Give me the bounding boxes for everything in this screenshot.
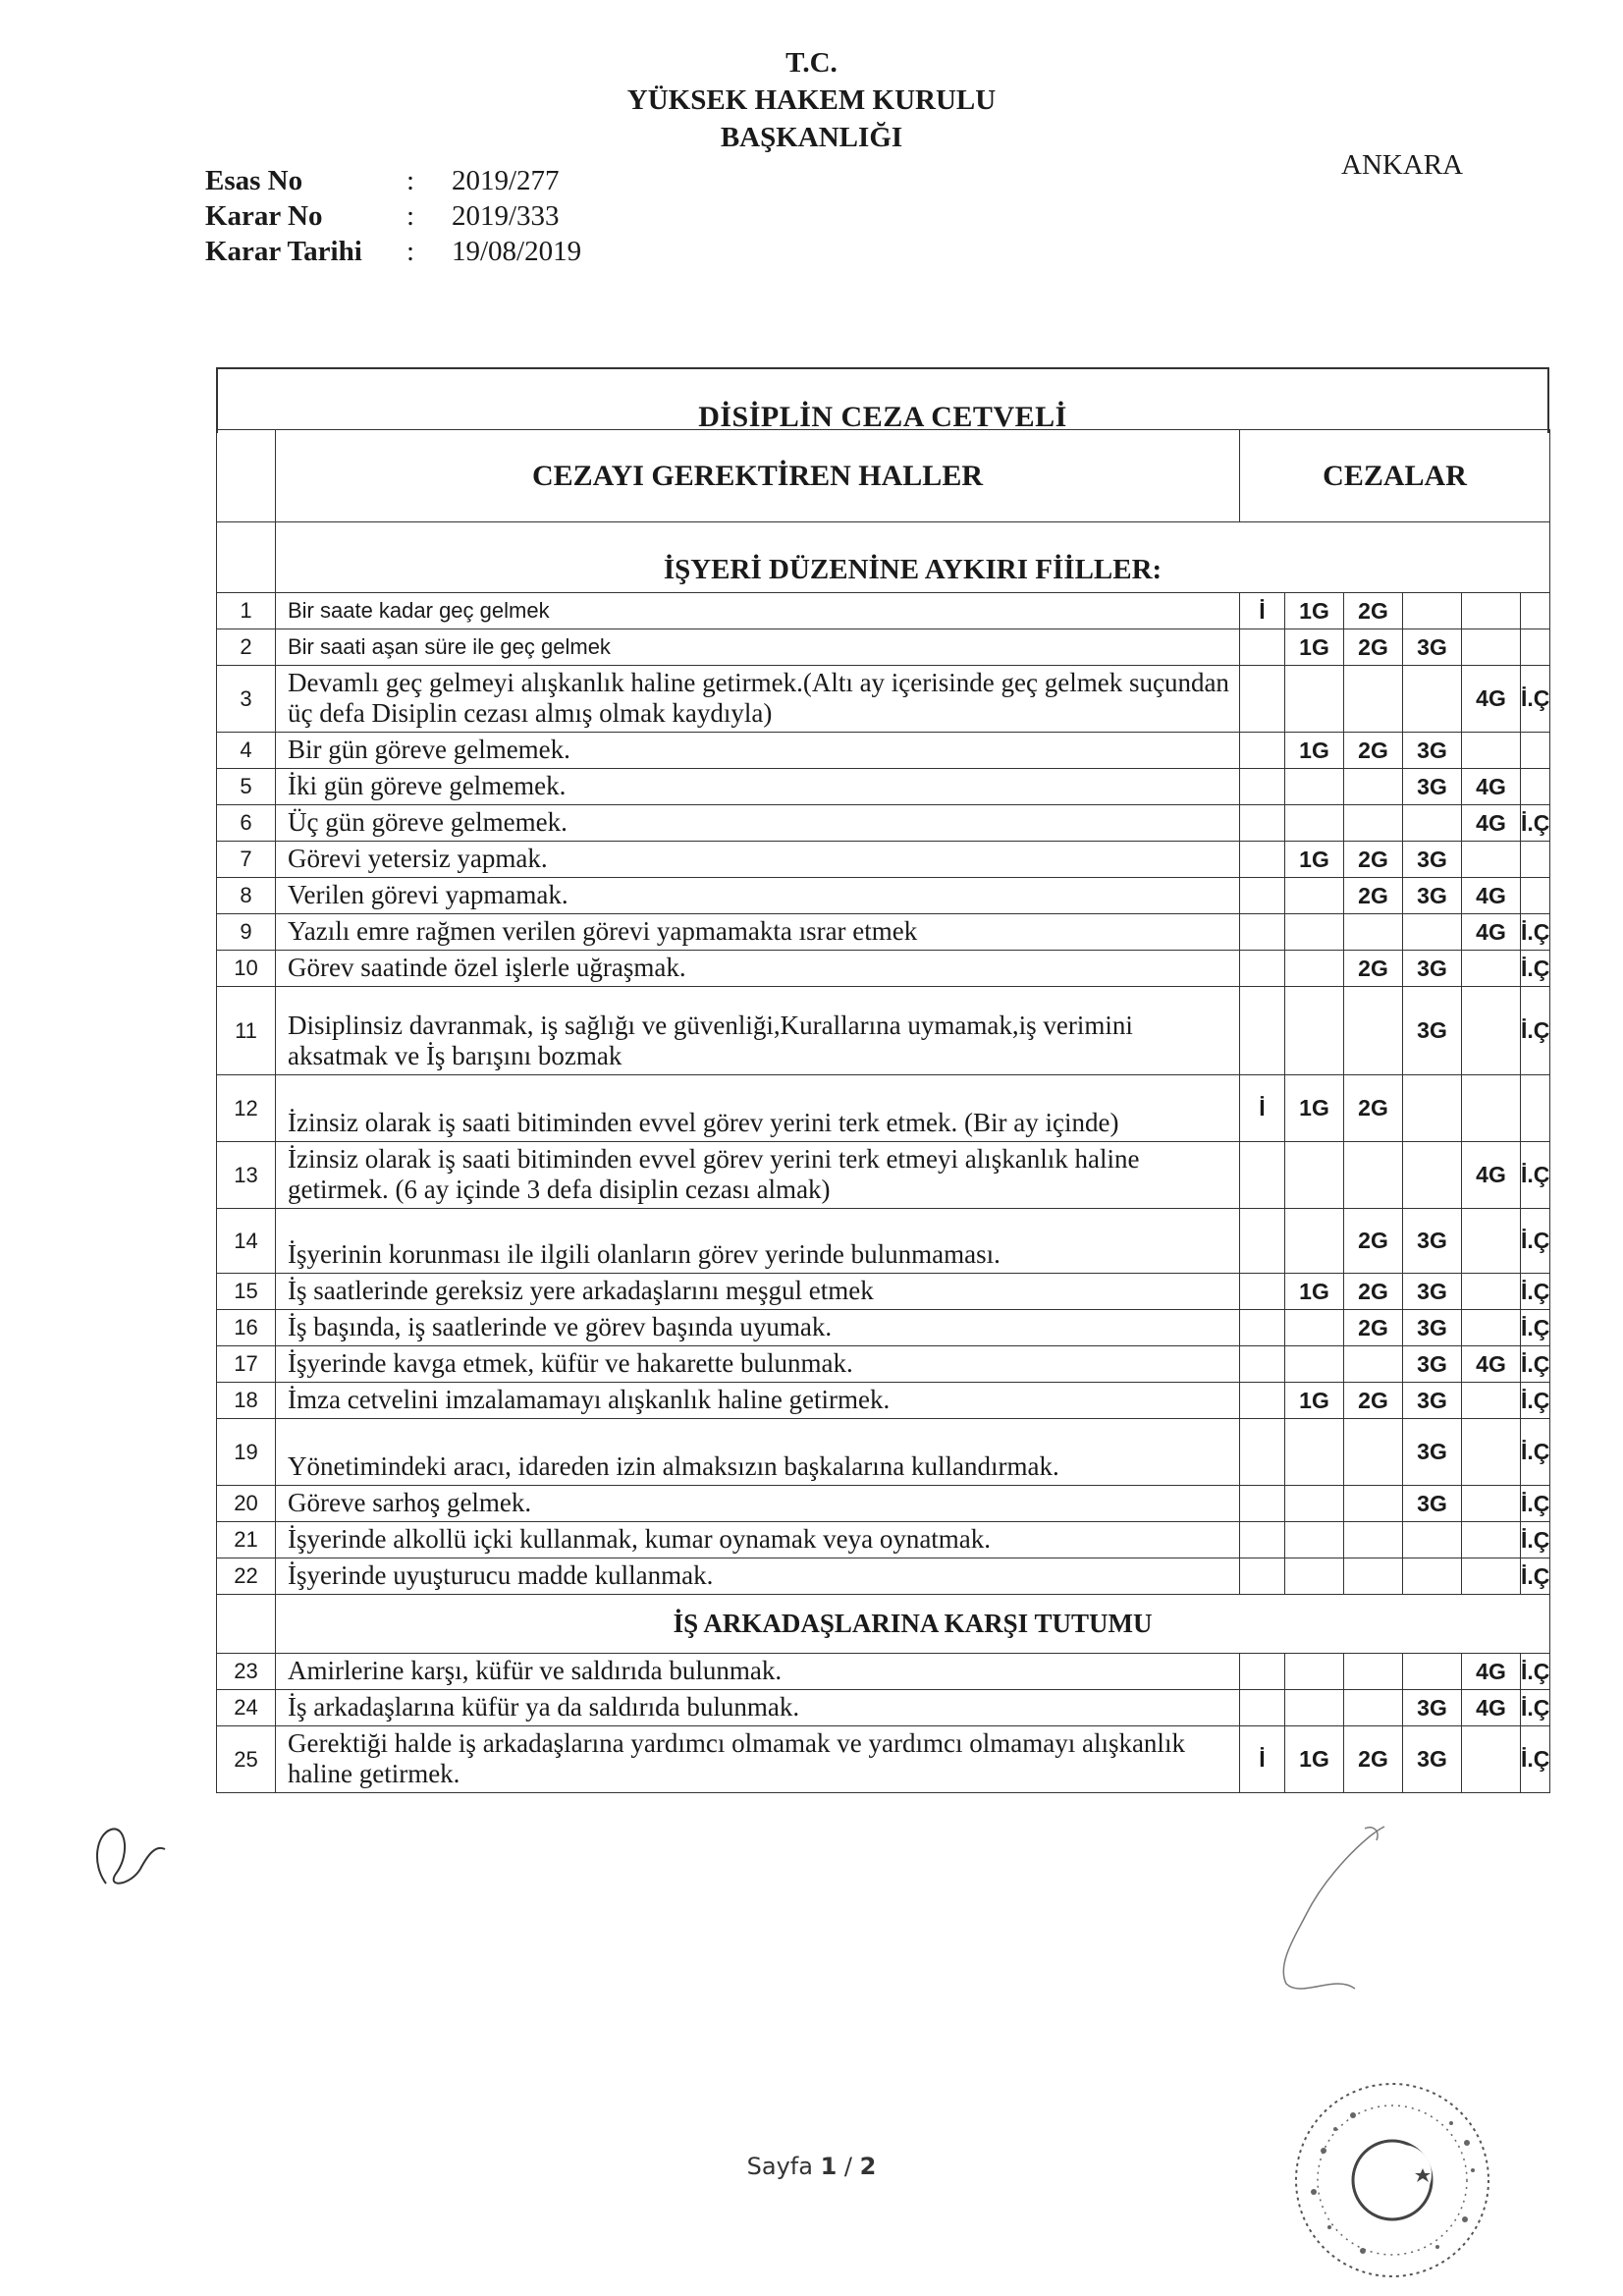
penalty-4g-cell: 4G — [1462, 1654, 1521, 1690]
row-description: İş başında, iş saatlerinde ve görev başında uyumak. — [276, 1310, 1240, 1346]
penalty-3g-cell: 3G — [1403, 1346, 1462, 1383]
header-city: ANKARA — [1341, 149, 1464, 181]
row-number: 9 — [217, 914, 276, 951]
penalty-4g-cell — [1462, 1419, 1521, 1486]
penalty-1g-cell — [1285, 987, 1344, 1075]
penalty-2g-cell: 2G — [1344, 951, 1403, 987]
penalty-3g-cell — [1403, 1522, 1462, 1558]
meta-colon: : — [406, 236, 415, 267]
penalty-2g-cell — [1344, 1558, 1403, 1595]
penalty-i-cell — [1240, 1310, 1285, 1346]
penalty-3g-cell — [1403, 1075, 1462, 1142]
footer-total: 2 — [859, 2153, 877, 2180]
penalty-i-cell — [1240, 878, 1285, 914]
penalty-1g-cell — [1285, 914, 1344, 951]
column-header-row — [217, 430, 1550, 522]
row-number: 19 — [217, 1419, 276, 1486]
table-row — [217, 1522, 1550, 1558]
row-description: Bir gün göreve gelmemek. — [276, 733, 1240, 769]
penalty-i-cell — [1240, 914, 1285, 951]
penalty-1g-cell — [1285, 1346, 1344, 1383]
penalty-3g-cell: 3G — [1403, 1209, 1462, 1274]
penalty-ic-cell — [1521, 629, 1550, 666]
penalty-3g-cell: 3G — [1403, 842, 1462, 878]
section-spacer-cell — [217, 522, 276, 593]
penalty-4g-cell — [1462, 987, 1521, 1075]
penalty-i-cell — [1240, 1486, 1285, 1522]
penalty-ic-cell: İ.Ç — [1521, 1726, 1550, 1793]
penalty-3g-cell: 3G — [1403, 1486, 1462, 1522]
row-description: Gerektiği halde iş arkadaşlarına yardımcı olmamak ve yardımcı olmamayı alışkanlık haline getirmek. — [276, 1726, 1240, 1793]
penalty-i-cell — [1240, 1522, 1285, 1558]
penalty-ic-cell: İ.Ç — [1521, 1522, 1550, 1558]
table-row — [217, 1486, 1550, 1522]
row-number: 13 — [217, 1142, 276, 1209]
table-row — [217, 629, 1550, 666]
table-row — [217, 1726, 1550, 1793]
penalty-ic-cell — [1521, 878, 1550, 914]
penalty-1g-cell — [1285, 1690, 1344, 1726]
penalty-ic-cell: İ.Ç — [1521, 666, 1550, 733]
penalty-ic-cell: İ.Ç — [1521, 1654, 1550, 1690]
penalty-i-cell — [1240, 842, 1285, 878]
row-number: 18 — [217, 1383, 276, 1419]
penalty-ic-cell: İ.Ç — [1521, 1558, 1550, 1595]
row-number: 7 — [217, 842, 276, 878]
section-heading-colleagues: İŞ ARKADAŞLARINA KARŞI TUTUMU — [276, 1595, 1550, 1654]
penalty-ic-cell: İ.Ç — [1521, 1274, 1550, 1310]
penalty-1g-cell: 1G — [1285, 1383, 1344, 1419]
row-description: Amirlerine karşı, küfür ve saldırıda bulunmak. — [276, 1654, 1240, 1690]
penalty-2g-cell — [1344, 1419, 1403, 1486]
penalty-4g-cell — [1462, 1522, 1521, 1558]
penalty-ic-cell: İ.Ç — [1521, 914, 1550, 951]
penalty-2g-cell: 2G — [1344, 842, 1403, 878]
penalty-4g-cell: 4G — [1462, 914, 1521, 951]
header-spacer-cell — [217, 430, 276, 522]
penalty-table — [216, 429, 1550, 1793]
penalty-4g-cell: 4G — [1462, 666, 1521, 733]
row-description: İzinsiz olarak iş saati bitiminden evvel görev yerini terk etmek. (Bir ay içinde) — [276, 1075, 1240, 1142]
penalty-1g-cell — [1285, 1209, 1344, 1274]
penalty-i-cell — [1240, 733, 1285, 769]
case-meta — [205, 163, 581, 269]
penalty-i-cell — [1240, 1209, 1285, 1274]
penalty-ic-cell: İ.Ç — [1521, 987, 1550, 1075]
penalty-1g-cell: 1G — [1285, 629, 1344, 666]
row-number: 25 — [217, 1726, 276, 1793]
footer-prefix: Sayfa — [746, 2153, 813, 2180]
penalty-ic-cell — [1521, 842, 1550, 878]
penalty-4g-cell — [1462, 1075, 1521, 1142]
penalty-ic-cell: İ.Ç — [1521, 1383, 1550, 1419]
penalty-ic-cell — [1521, 769, 1550, 805]
col-header-cases: CEZAYI GEREKTİREN HALLER — [276, 430, 1240, 522]
penalty-i-cell — [1240, 769, 1285, 805]
table-row — [217, 1419, 1550, 1486]
row-description: İşyerinde uyuşturucu madde kullanmak. — [276, 1558, 1240, 1595]
table-row — [217, 878, 1550, 914]
row-description: Yazılı emre rağmen verilen görevi yapmamakta ısrar etmek — [276, 914, 1240, 951]
penalty-4g-cell: 4G — [1462, 1690, 1521, 1726]
table-row — [217, 1654, 1550, 1690]
row-number: 12 — [217, 1075, 276, 1142]
table-row — [217, 842, 1550, 878]
penalty-2g-cell — [1344, 987, 1403, 1075]
penalty-2g-cell — [1344, 769, 1403, 805]
col-header-penalties: CEZALAR — [1240, 430, 1550, 522]
penalty-4g-cell: 4G — [1462, 1346, 1521, 1383]
penalty-1g-cell: 1G — [1285, 1274, 1344, 1310]
penalty-ic-cell: İ.Ç — [1521, 951, 1550, 987]
penalty-4g-cell — [1462, 1726, 1521, 1793]
section-spacer-cell — [217, 1595, 276, 1654]
penalty-3g-cell — [1403, 593, 1462, 629]
table-row — [217, 987, 1550, 1075]
penalty-2g-cell — [1344, 1654, 1403, 1690]
row-description: İmza cetvelini imzalamamayı alışkanlık haline getirmek. — [276, 1383, 1240, 1419]
penalty-3g-cell — [1403, 805, 1462, 842]
penalty-4g-cell — [1462, 1274, 1521, 1310]
table-row — [217, 951, 1550, 987]
penalty-i-cell — [1240, 805, 1285, 842]
penalty-3g-cell — [1403, 1558, 1462, 1595]
table-row — [217, 1209, 1550, 1274]
footer-page: 1 — [820, 2153, 838, 2180]
row-description: İzinsiz olarak iş saati bitiminden evvel görev yerini terk etmeyi alışkanlık haline getirmek. (6 ay içinde 3 defa disiplin cezası almak) — [276, 1142, 1240, 1209]
meta-row-tarih — [205, 234, 581, 269]
row-description: Görevi yetersiz yapmak. — [276, 842, 1240, 878]
row-number: 14 — [217, 1209, 276, 1274]
row-description: Görev saatinde özel işlerle uğraşmak. — [276, 951, 1240, 987]
meta-value: 2019/333 — [452, 200, 560, 232]
penalty-i-cell — [1240, 1690, 1285, 1726]
row-description: İş arkadaşlarına küfür ya da saldırıda bulunmak. — [276, 1690, 1240, 1726]
meta-row-esas — [205, 163, 581, 198]
penalty-4g-cell — [1462, 1209, 1521, 1274]
penalty-4g-cell — [1462, 733, 1521, 769]
row-number: 23 — [217, 1654, 276, 1690]
penalty-1g-cell — [1285, 1419, 1344, 1486]
row-description: Devamlı geç gelmeyi alışkanlık haline getirmek.(Altı ay içerisinde geç gelmek suçundan üç defa Disiplin cezası almış olmak kaydıyla) — [276, 666, 1240, 733]
penalty-3g-cell: 3G — [1403, 1419, 1462, 1486]
penalty-2g-cell: 2G — [1344, 593, 1403, 629]
row-description: İşyerinde kavga etmek, küfür ve hakarette bulunmak. — [276, 1346, 1240, 1383]
meta-value: 19/08/2019 — [452, 236, 582, 267]
penalty-i-cell — [1240, 629, 1285, 666]
row-number: 24 — [217, 1690, 276, 1726]
row-number: 17 — [217, 1346, 276, 1383]
row-number: 15 — [217, 1274, 276, 1310]
penalty-1g-cell — [1285, 805, 1344, 842]
signature-scribble — [1267, 1817, 1404, 2003]
penalty-3g-cell — [1403, 914, 1462, 951]
meta-label: Karar Tarihi — [205, 236, 362, 267]
penalty-1g-cell: 1G — [1285, 842, 1344, 878]
official-seal-stamp — [1245, 2072, 1540, 2288]
penalty-1g-cell — [1285, 666, 1344, 733]
penalty-1g-cell — [1285, 1558, 1344, 1595]
penalty-ic-cell: İ.Ç — [1521, 1209, 1550, 1274]
row-number: 11 — [217, 987, 276, 1075]
table-row — [217, 1142, 1550, 1209]
penalty-4g-cell — [1462, 1558, 1521, 1595]
section-row — [217, 522, 1550, 593]
penalty-3g-cell: 3G — [1403, 1383, 1462, 1419]
penalty-3g-cell: 3G — [1403, 1690, 1462, 1726]
penalty-4g-cell — [1462, 1486, 1521, 1522]
row-number: 5 — [217, 769, 276, 805]
meta-row-karar — [205, 198, 581, 234]
penalty-1g-cell — [1285, 1142, 1344, 1209]
penalty-4g-cell — [1462, 1310, 1521, 1346]
table-row — [217, 1346, 1550, 1383]
penalty-3g-cell — [1403, 1654, 1462, 1690]
footer-sep: / — [843, 2153, 853, 2180]
penalty-i-cell — [1240, 666, 1285, 733]
penalty-4g-cell: 4G — [1462, 805, 1521, 842]
row-number: 20 — [217, 1486, 276, 1522]
penalty-ic-cell: İ.Ç — [1521, 1486, 1550, 1522]
penalty-4g-cell: 4G — [1462, 769, 1521, 805]
table-row — [217, 1075, 1550, 1142]
penalty-1g-cell — [1285, 951, 1344, 987]
table-row — [217, 666, 1550, 733]
meta-colon: : — [406, 165, 415, 196]
penalty-2g-cell: 2G — [1344, 1383, 1403, 1419]
table-row — [217, 1310, 1550, 1346]
table-row — [217, 769, 1550, 805]
penalty-2g-cell: 2G — [1344, 1726, 1403, 1793]
table-title-box — [216, 367, 1549, 433]
row-number: 2 — [217, 629, 276, 666]
row-description: Verilen görevi yapmamak. — [276, 878, 1240, 914]
header-presidency: BAŞKANLIĞI — [720, 122, 903, 153]
penalty-3g-cell: 3G — [1403, 629, 1462, 666]
penalty-4g-cell — [1462, 1383, 1521, 1419]
meta-colon: : — [406, 200, 415, 232]
row-description: İşyerinin korunması ile ilgili olanların görev yerinde bulunmaması. — [276, 1209, 1240, 1274]
penalty-ic-cell: İ.Ç — [1521, 1310, 1550, 1346]
table-row — [217, 805, 1550, 842]
penalty-1g-cell — [1285, 1310, 1344, 1346]
margin-initial-mark — [86, 1815, 175, 1903]
penalty-2g-cell — [1344, 666, 1403, 733]
penalty-i-cell — [1240, 1274, 1285, 1310]
row-number: 6 — [217, 805, 276, 842]
section-heading-workplace: İŞYERİ DÜZENİNE AYKIRI FİİLLER: — [276, 522, 1550, 593]
penalty-2g-cell — [1344, 1522, 1403, 1558]
penalty-1g-cell — [1285, 1486, 1344, 1522]
penalty-4g-cell — [1462, 951, 1521, 987]
table-title: DİSİPLİN CEZA CETVELİ — [698, 401, 1067, 433]
penalty-1g-cell: 1G — [1285, 1726, 1344, 1793]
penalty-2g-cell — [1344, 914, 1403, 951]
penalty-1g-cell: 1G — [1285, 733, 1344, 769]
penalty-i-cell — [1240, 1419, 1285, 1486]
table-row — [217, 1690, 1550, 1726]
penalty-2g-cell: 2G — [1344, 1075, 1403, 1142]
penalty-3g-cell: 3G — [1403, 1310, 1462, 1346]
penalty-3g-cell: 3G — [1403, 733, 1462, 769]
section-row — [217, 1595, 1550, 1654]
row-number: 21 — [217, 1522, 276, 1558]
penalty-2g-cell — [1344, 1690, 1403, 1726]
penalty-i-cell — [1240, 1346, 1285, 1383]
penalty-4g-cell — [1462, 842, 1521, 878]
penalty-ic-cell — [1521, 1075, 1550, 1142]
table-row — [217, 1274, 1550, 1310]
penalty-ic-cell — [1521, 733, 1550, 769]
penalty-4g-cell: 4G — [1462, 878, 1521, 914]
meta-label: Esas No — [205, 165, 303, 196]
penalty-ic-cell: İ.Ç — [1521, 805, 1550, 842]
penalty-i-cell — [1240, 1142, 1285, 1209]
penalty-4g-cell — [1462, 629, 1521, 666]
table-row — [217, 1383, 1550, 1419]
row-number: 10 — [217, 951, 276, 987]
penalty-1g-cell — [1285, 769, 1344, 805]
row-description: Üç gün göreve gelmemek. — [276, 805, 1240, 842]
penalty-i-cell — [1240, 1654, 1285, 1690]
penalty-2g-cell — [1344, 1486, 1403, 1522]
penalty-ic-cell — [1521, 593, 1550, 629]
row-description: İki gün göreve gelmemek. — [276, 769, 1240, 805]
penalty-2g-cell: 2G — [1344, 733, 1403, 769]
table-row — [217, 1558, 1550, 1595]
penalty-1g-cell: 1G — [1285, 593, 1344, 629]
penalty-3g-cell: 3G — [1403, 1726, 1462, 1793]
row-number: 22 — [217, 1558, 276, 1595]
table-row — [217, 914, 1550, 951]
penalty-1g-cell: 1G — [1285, 1075, 1344, 1142]
penalty-2g-cell: 2G — [1344, 878, 1403, 914]
penalty-i-cell — [1240, 987, 1285, 1075]
penalty-ic-cell: İ.Ç — [1521, 1419, 1550, 1486]
penalty-2g-cell: 2G — [1344, 1209, 1403, 1274]
penalty-2g-cell: 2G — [1344, 1274, 1403, 1310]
penalty-2g-cell: 2G — [1344, 629, 1403, 666]
penalty-i-cell — [1240, 1558, 1285, 1595]
row-description: Disiplinsiz davranmak, iş sağlığı ve güvenliği,Kurallarına uymamak,iş verimini aksatmak ve İş barışını bozmak — [276, 987, 1240, 1075]
header-institution: YÜKSEK HAKEM KURULU — [626, 84, 997, 116]
penalty-3g-cell: 3G — [1403, 878, 1462, 914]
meta-label: Karar No — [205, 200, 323, 232]
row-number: 16 — [217, 1310, 276, 1346]
penalty-3g-cell — [1403, 666, 1462, 733]
penalty-1g-cell — [1285, 1522, 1344, 1558]
row-description: İş saatlerinde gereksiz yere arkadaşlarını meşgul etmek — [276, 1274, 1240, 1310]
penalty-3g-cell: 3G — [1403, 769, 1462, 805]
penalty-i-cell — [1240, 1383, 1285, 1419]
penalty-3g-cell: 3G — [1403, 987, 1462, 1075]
row-number: 1 — [217, 593, 276, 629]
penalty-i-cell: İ — [1240, 593, 1285, 629]
penalty-4g-cell: 4G — [1462, 1142, 1521, 1209]
penalty-ic-cell: İ.Ç — [1521, 1346, 1550, 1383]
row-description: Yönetimindeki aracı, idareden izin almaksızın başkalarına kullandırmak. — [276, 1419, 1240, 1486]
penalty-2g-cell — [1344, 1346, 1403, 1383]
penalty-1g-cell — [1285, 1654, 1344, 1690]
row-description: İşyerinde alkollü içki kullanmak, kumar oynamak veya oynatmak. — [276, 1522, 1240, 1558]
penalty-ic-cell: İ.Ç — [1521, 1690, 1550, 1726]
penalty-ic-cell: İ.Ç — [1521, 1142, 1550, 1209]
row-description: Göreve sarhoş gelmek. — [276, 1486, 1240, 1522]
penalty-i-cell: İ — [1240, 1726, 1285, 1793]
row-number: 8 — [217, 878, 276, 914]
row-number: 3 — [217, 666, 276, 733]
penalty-4g-cell — [1462, 593, 1521, 629]
header-tc: T.C. — [785, 47, 838, 79]
meta-value: 2019/277 — [452, 165, 560, 196]
penalty-3g-cell — [1403, 1142, 1462, 1209]
penalty-3g-cell: 3G — [1403, 951, 1462, 987]
penalty-i-cell: İ — [1240, 1075, 1285, 1142]
penalty-3g-cell: 3G — [1403, 1274, 1462, 1310]
table-row — [217, 593, 1550, 629]
penalty-i-cell — [1240, 951, 1285, 987]
row-description: Bir saati aşan süre ile geç gelmek — [276, 629, 1240, 666]
table-row — [217, 733, 1550, 769]
row-number: 4 — [217, 733, 276, 769]
penalty-2g-cell: 2G — [1344, 1310, 1403, 1346]
penalty-2g-cell — [1344, 805, 1403, 842]
penalty-1g-cell — [1285, 878, 1344, 914]
row-description: Bir saate kadar geç gelmek — [276, 593, 1240, 629]
penalty-2g-cell — [1344, 1142, 1403, 1209]
